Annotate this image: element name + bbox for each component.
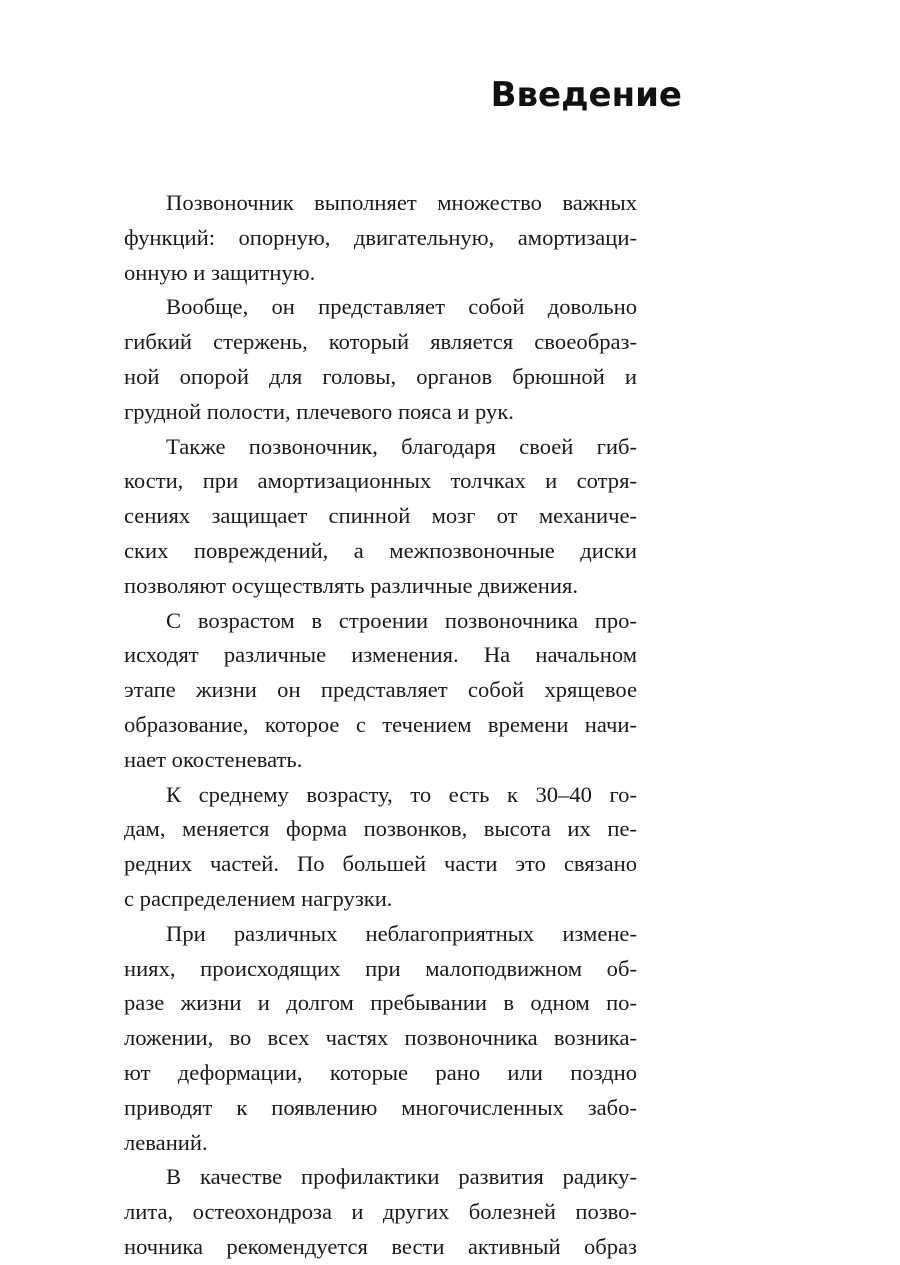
paragraph-7	[124, 1160, 637, 1264]
paragraph-2	[124, 290, 637, 429]
paragraph-5	[124, 778, 637, 917]
text-line: Также позвоночник, благодаря своей гиб-	[166, 433, 637, 459]
text-line: с распределением нагрузки.	[124, 885, 393, 911]
text-line: сениях защищает спинной мозг от механиче-	[124, 503, 637, 529]
text-line: ских повреждений, а межпозвоночные диски	[124, 537, 637, 563]
text-line: ниях, происходящих при малоподвижном об-	[124, 955, 637, 981]
text-line: ночника рекомендуется вести активный образ	[124, 1233, 637, 1259]
text-line: лита, остеохондроза и других болезней позво-	[124, 1199, 637, 1225]
paragraph-1	[124, 186, 637, 290]
text-line: нает окостеневать.	[124, 746, 303, 772]
text-line: разе жизни и долгом пребывании в одном по-	[124, 990, 637, 1016]
text-line: При различных неблагоприятных измене-	[166, 920, 637, 946]
text-line: К среднему возрасту, то есть к 30–40 го-	[166, 781, 637, 807]
paragraph-6	[124, 917, 637, 1161]
text-line: гибкий стержень, который является своеобраз-	[124, 329, 637, 355]
text-line: редних частей. По большей части это связано	[124, 851, 637, 877]
text-line: грудной полости, плечевого пояса и рук.	[124, 398, 514, 424]
text-line: С возрастом в строении позвоночника про-	[166, 607, 637, 633]
text-line: исходят различные изменения. На начальном	[124, 642, 637, 668]
text-line: этапе жизни он представляет собой хрящевое	[124, 677, 637, 703]
text-line: кости, при амортизационных толчках и сотря-	[124, 468, 637, 494]
page-title: Введение	[490, 75, 682, 115]
text-line: В качестве профилактики развития радику-	[166, 1164, 637, 1190]
text-line: дам, меняется форма позвонков, высота их пе-	[124, 816, 637, 842]
text-line: леваний.	[124, 1129, 208, 1155]
text-line: ной опорой для головы, органов брюшной и	[124, 363, 637, 389]
text-line: образование, которое с течением времени начи-	[124, 711, 637, 737]
paragraph-4	[124, 604, 637, 778]
text-line: функций: опорную, двигательную, амортизаци-	[124, 224, 637, 250]
text-line: приводят к появлению многочисленных забо-	[124, 1094, 637, 1120]
text-line: Вообще, он представляет собой довольно	[166, 294, 637, 320]
text-line: Позвоночник выполняет множество важных	[166, 190, 637, 215]
text-line: позволяют осуществлять различные движения.	[124, 572, 578, 598]
paragraph-3	[124, 430, 637, 604]
text-line: ют деформации, которые рано или поздно	[124, 1059, 637, 1085]
text-line: онную и защитную.	[124, 259, 316, 285]
text-line: ложении, во всех частях позвоночника возника-	[124, 1025, 637, 1051]
body-text	[124, 186, 637, 1265]
